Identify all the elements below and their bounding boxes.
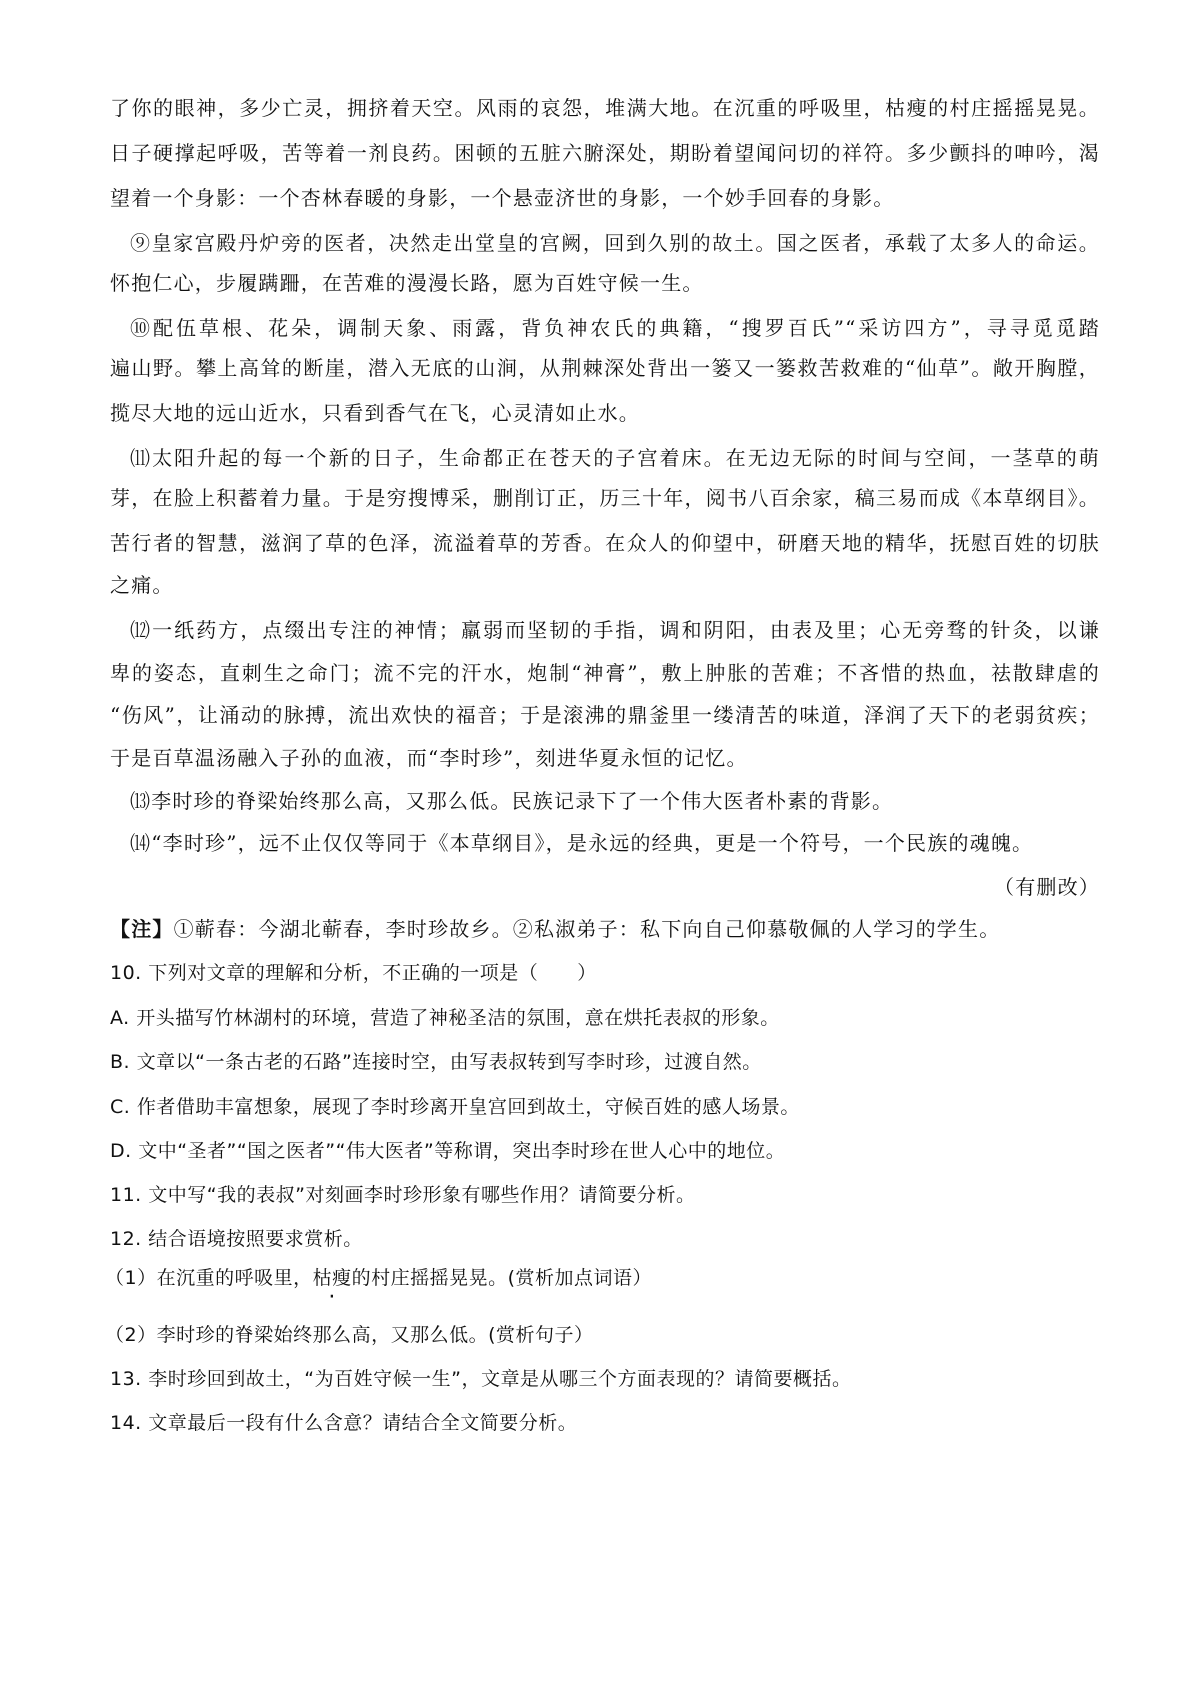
q12-1-suffix: 的村庄摇摇晃晃。(赏析加点词语） (351, 1267, 653, 1289)
paragraph-12-line: ⑿一纸药方，点缀出专注的神情；羸弱而坚韧的手指，调和阴阳，由表及里；心无旁骛的针灸，以谦 (130, 618, 1100, 642)
passage-line: 之痛。 (110, 573, 174, 597)
annotation (110, 914, 1100, 944)
question-14: 14. 文章最后一段有什么含意？请结合全文简要分析。 (110, 1412, 578, 1434)
source-note: （有删改） (994, 875, 1100, 899)
passage-line: 苦行者的智慧，滋润了草的色泽，流溢着草的芳香。在众人的仰望中，研磨天地的精华，抚慰百姓的切肤 (110, 531, 1100, 555)
question-12-part-1 (105, 1263, 1095, 1293)
option-c: C. 作者借助丰富想象，展现了李时珍离开皇宫回到故土，守候百姓的感人场景。 (110, 1096, 800, 1118)
passage-line: 揽尽大地的远山近水，只看到香气在飞，心灵清如止水。 (110, 401, 640, 425)
paragraph-10-line: ⑩配伍草根、花朵，调制天象、雨露，背负神农氏的典籍，“搜罗百氏”“采访四方”，寻寻觅觅踏 (130, 316, 1100, 340)
annotation-head: 【注】 (110, 917, 174, 941)
passage-line: 怀抱仁心，步履蹒跚，在苦难的漫漫长路，愿为百姓守候一生。 (110, 271, 704, 295)
passage-line: 遍山野。攀上高耸的断崖，潜入无底的山涧，从荆棘深处背出一篓又一篓救苦救难的“仙草”。敞开胸膛， (110, 356, 1100, 380)
passage-line: 了你的眼神，多少亡灵，拥挤着天空。风雨的哀怨，堆满大地。在沉重的呼吸里，枯瘦的村庄摇摇晃晃。 (110, 96, 1100, 120)
option-b: B. 文章以“一条古老的石路”连接时空，由写表叔转到写李时珍，过渡自然。 (110, 1051, 762, 1073)
question-12: 12. 结合语境按照要求赏析。 (110, 1228, 363, 1250)
question-11: 11. 文中写“我的表叔”对刻画李时珍形象有哪些作用？请简要分析。 (110, 1184, 696, 1206)
passage-line: “伤风”，让涌动的脉搏，流出欢快的福音；于是滚沸的鼎釜里一缕清苦的味道，泽润了天下的老弱贫疾； (110, 703, 1100, 727)
passage-line: 望着一个身影：一个杏林春暖的身影，一个悬壶济世的身影，一个妙手回春的身影。 (110, 186, 895, 210)
question-12-part-2: （2）李时珍的脊梁始终那么高，又那么低。(赏析句子） (105, 1324, 594, 1346)
passage-line: 于是百草温汤融入子孙的血液，而“李时珍”，刻进华夏永恒的记忆。 (110, 746, 748, 770)
annotation-body: ①蕲春：今湖北蕲春，李时珍故乡。②私淑弟子：私下向自己仰慕敬佩的人学习的学生。 (173, 917, 1001, 941)
passage-line: 卑的姿态，直刺生之命门；流不完的汗水，炮制“神膏”，敷上肿胀的苦难；不吝惜的热血，祛散肆虐的 (110, 661, 1100, 685)
paragraph-9-line: ⑨皇家宫殿丹炉旁的医者，决然走出堂皇的宫阙，回到久别的故土。国之医者，承载了太多人的命运。 (130, 231, 1100, 255)
paragraph-13-line: ⒀李时珍的脊梁始终那么高，又那么低。民族记录下了一个伟大医者朴素的背影。 (130, 789, 894, 813)
q12-1-prefix: （1）在沉重的呼吸里， (105, 1267, 313, 1289)
dotted-word: 枯瘦 (312, 1267, 352, 1289)
passage-line: 日子硬撑起呼吸，苦等着一剂良药。困顿的五脏六腑深处，期盼着望闻问切的祥符。多少颤抖的呻吟，渴 (110, 141, 1100, 165)
question-10: 10. 下列对文章的理解和分析，不正确的一项是（ ） (110, 962, 597, 984)
option-a: A. 开头描写竹林湖村的环境，营造了神秘圣洁的氛围，意在烘托表叔的形象。 (110, 1007, 780, 1029)
paragraph-14-line: ⒁“李时珍”，远不止仅仅等同于《本草纲目》，是永远的经典，更是一个符号，一个民族的魂魄。 (130, 831, 1034, 855)
passage-line: 芽，在脸上积蓄着力量。于是穷搜博采，删削订正，历三十年，阅书八百余家，稿三易而成《本草纲目》。 (110, 486, 1100, 510)
paragraph-11-line: ⑾太阳升起的每一个新的日子，生命都正在苍天的子宫着床。在无边无际的时间与空间，一茎草的萌 (130, 446, 1100, 470)
question-13: 13. 李时珍回到故土，“为百姓守候一生”，文章是从哪三个方面表现的？请简要概括。 (110, 1368, 852, 1390)
option-d: D. 文中“圣者”“国之医者”“伟大医者”等称谓，突出李时珍在世人心中的地位。 (110, 1140, 786, 1162)
